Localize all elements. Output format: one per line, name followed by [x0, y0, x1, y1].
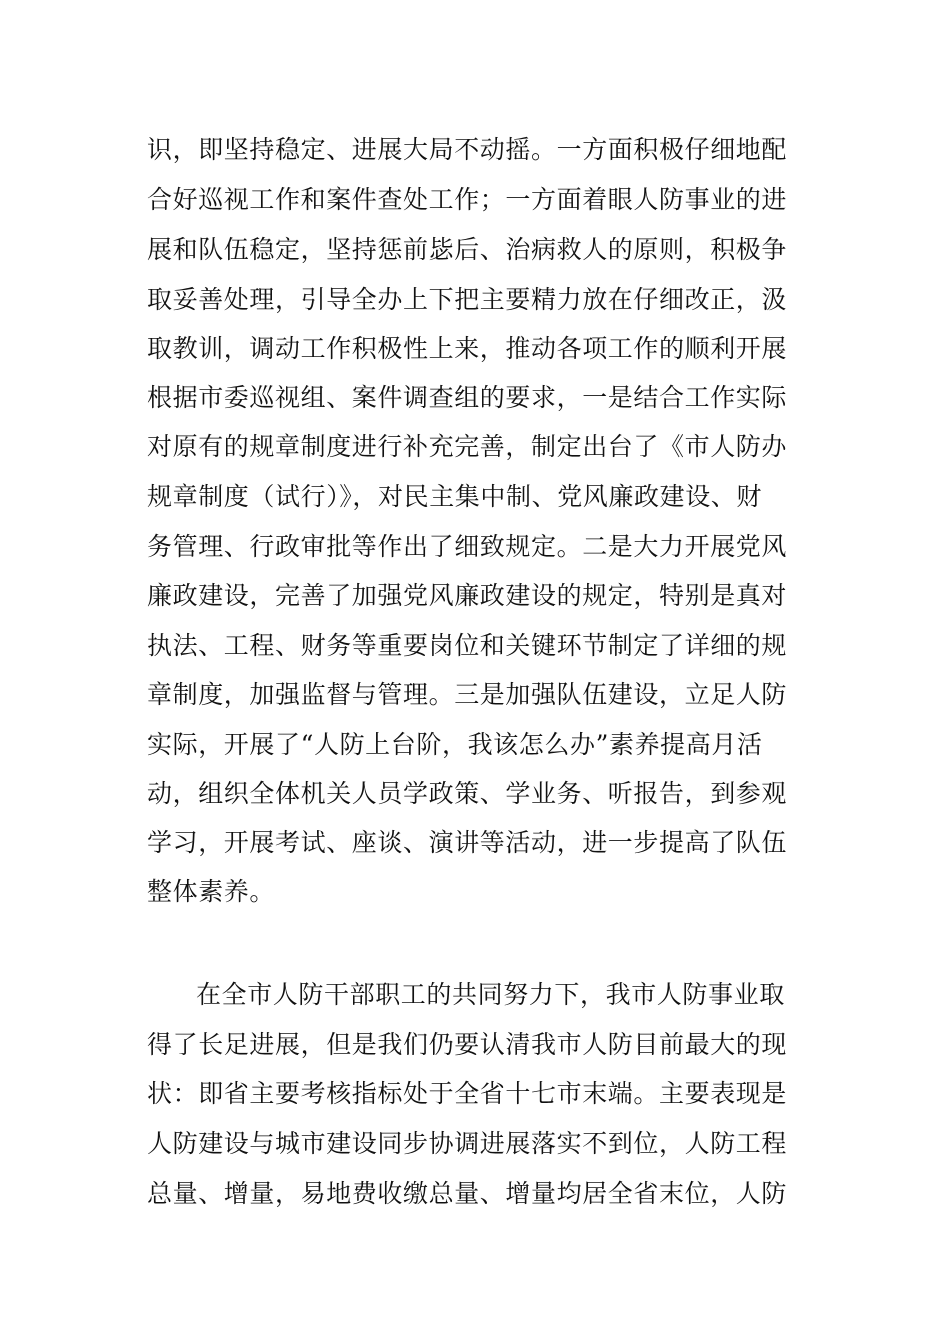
paragraph-1-line-9: 务管理、行政审批等作出了细致规定。二是大力开展党风 — [147, 532, 788, 561]
paragraph-1-line-2: 合好巡视工作和案件查处工作；一方面着眼人防事业的进 — [147, 185, 788, 214]
paragraph-2-line-4: 人防建设与城市建设同步协调进展落实不到位，人防工程 — [147, 1129, 788, 1158]
paragraph-1-line-10: 廉政建设，完善了加强党风廉政建设的规定，特别是真对 — [147, 581, 788, 610]
paragraph-1-line-13: 实际，开展了“人防上台阶，我该怎么办”素养提高月活 — [147, 730, 763, 759]
paragraph-1-line-14: 动，组织全体机关人员学政策、学业务、听报告，到参观 — [147, 779, 788, 808]
paragraph-1-line-8: 规章制度（试行）》，对民主集中制、党风廉政建设、财 — [147, 482, 763, 511]
paragraph-1-line-3: 展和队伍稳定，坚持惩前毖后、治病救人的原则，积极争 — [147, 235, 788, 264]
paragraph-1-line-6: 根据市委巡视组、案件调查组的要求，一是结合工作实际 — [147, 383, 788, 412]
paragraph-1-line-16: 整体素养。 — [147, 877, 276, 906]
paragraph-1-line-5: 取教训，调动工作积极性上来，推动各项工作的顺利开展 — [147, 334, 788, 363]
paragraph-1-line-7: 对原有的规章制度进行补充完善，制定出台了《市人防办 — [147, 432, 788, 461]
paragraph-1-line-1: 识，即坚持稳定、进展大局不动摇。一方面积极仔细地配 — [147, 135, 788, 164]
paragraph-2-line-2: 得了长足进展，但是我们仍要认清我市人防目前最大的现 — [147, 1030, 788, 1059]
paragraph-2-line-5: 总量、增量，易地费收缴总量、增量均居全省末位，人防 — [147, 1179, 788, 1208]
paragraph-1-line-15: 学习，开展考试、座谈、演讲等活动，进一步提高了队伍 — [147, 828, 788, 857]
paragraph-1-line-11: 执法、工程、财务等重要岗位和关键环节制定了详细的规 — [147, 631, 788, 660]
paragraph-2-line-3: 状：即省主要考核指标处于全省十七市末端。主要表现是 — [147, 1079, 788, 1108]
paragraph-1-line-4: 取妥善处理，引导全办上下把主要精力放在仔细改正，汲 — [147, 285, 788, 314]
paragraph-1-line-12: 章制度，加强监督与管理。三是加强队伍建设，立足人防 — [147, 680, 788, 709]
paragraph-2-line-1: 在全市人防干部职工的共同努力下，我市人防事业取 — [196, 980, 785, 1009]
